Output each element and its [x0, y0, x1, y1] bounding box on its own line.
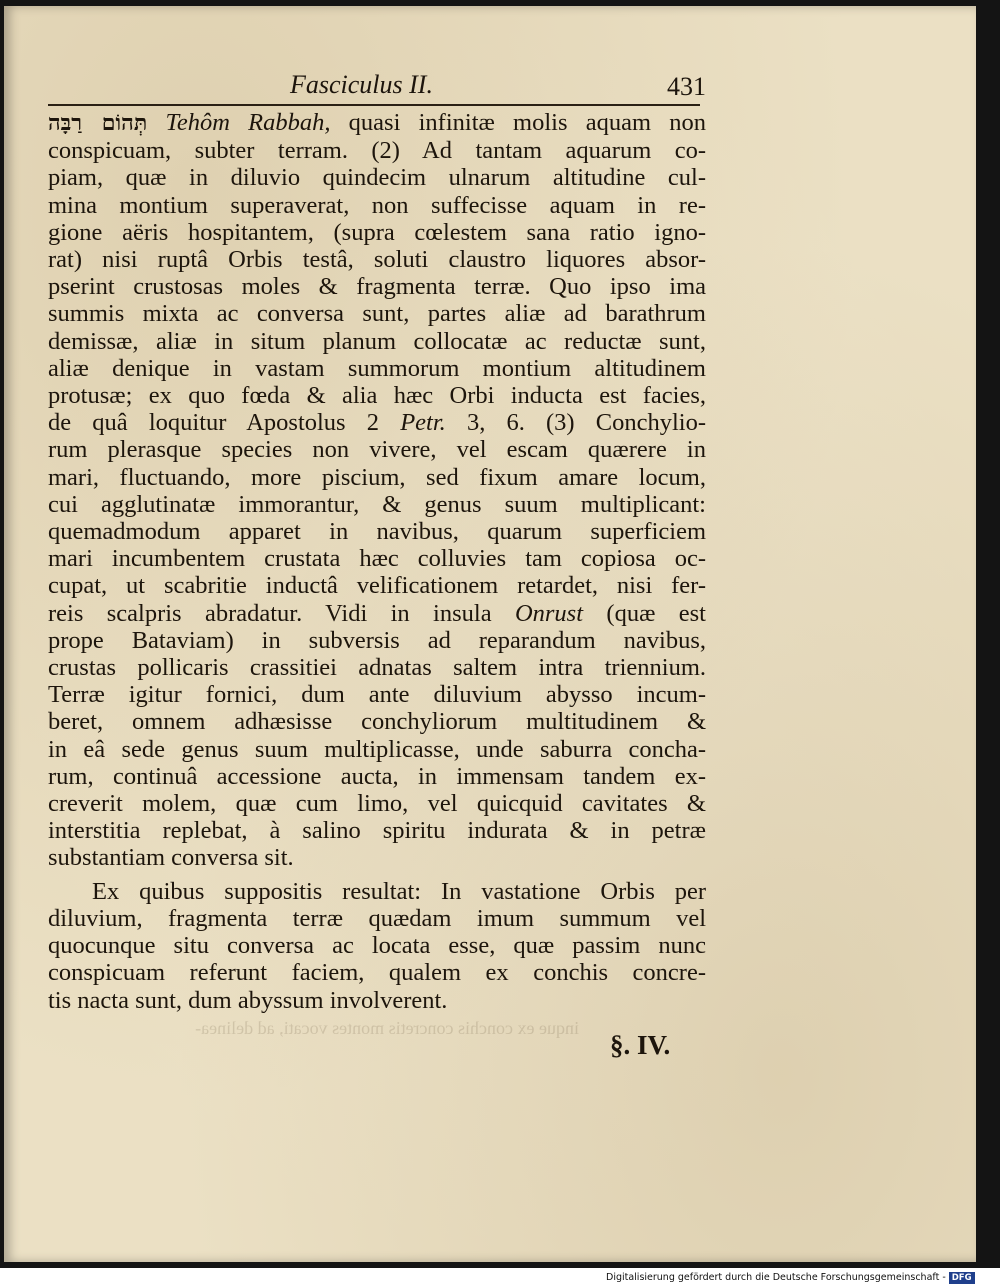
text-line: diluvium, fragmenta terræ quædam imum summum vel — [48, 904, 706, 932]
text-line: conspicuam, subter terram. (2) Ad tantam aquarum co- — [48, 137, 706, 165]
text-line: substantiam conversa sit. — [48, 844, 294, 872]
text-line: Ex quibus suppositis resultat: In vastatione Orbis per — [92, 877, 706, 905]
text-line: mari, fluctuando, more piscium, sed fixum amare locum, — [48, 463, 706, 491]
line-text: reis scalpris abradatur. Vidi in insula — [48, 599, 515, 627]
text-line: summis mixta ac conversa sunt, partes aliæ ad barathrum — [48, 300, 706, 328]
text-line — [48, 600, 706, 627]
text-line: creverit molem, quæ cum limo, vel quicquid cavitates & — [48, 790, 706, 818]
header-rule — [48, 104, 700, 106]
text-line: cupat, ut scabritie inductâ velificationem retardet, nisi fer- — [48, 572, 706, 600]
line-text: quasi infinitæ molis aquam non — [330, 109, 706, 136]
text-line: rum, continuâ accessione aucta, in immensam tandem ex- — [48, 762, 706, 790]
text-line: mina montium superaverat, non suffecisse aquam in re- — [48, 191, 706, 219]
text-line — [48, 409, 706, 436]
text-line: rum plerasque species non vivere, vel escam quærere in — [48, 436, 706, 464]
text-line: beret, omnem adhæsisse conchyliorum multitudinem & — [48, 708, 706, 736]
text-line: conspicuam referunt faciem, qualem ex conchis concre- — [48, 959, 706, 987]
text-line: prope Bataviam) in subversis ad reparandum navibus, — [48, 626, 706, 654]
text-line: cui agglutinatæ immorantur, & genus suum multiplicant: — [48, 490, 706, 518]
text-line: aliæ denique in vastam summorum montium altitudinem — [48, 354, 706, 382]
credit-text: Digitalisierung gefördert durch die Deutsche Forschungsgemeinschaft - — [606, 1272, 946, 1283]
text-line: interstitia replebat, à salino spiritu indurata & in petræ — [48, 817, 706, 845]
running-head: Fasciculus II. — [290, 70, 433, 99]
text-line: piam, quæ in diluvio quindecim ulnarum altitudine cul- — [48, 164, 706, 192]
text-line: Terræ igitur fornici, dum ante diluvium abysso incum- — [48, 681, 706, 709]
text-line: crustas pollicaris crassitiei adnatas saltem intra triennium. — [48, 654, 706, 682]
text-line: quemadmodum apparet in navibus, quarum superficiem — [48, 518, 706, 546]
book-page — [4, 6, 976, 1262]
line-text: 3, 6. (3) Conchylio- — [445, 409, 706, 437]
text-line: pserint crustosas moles & fragmenta terræ. Quo ipso ima — [48, 273, 706, 301]
show-through-text: inque ex conchis concretis montes vocati, ad delinea- — [195, 1018, 579, 1038]
text-line: tis nacta sunt, dum abyssum involverent. — [48, 986, 448, 1014]
text-line: rat) nisi ruptâ Orbis testâ, soluti claustro liquores absor- — [48, 246, 706, 274]
text-line — [48, 109, 706, 137]
digitization-credit — [606, 1270, 1000, 1285]
line-text: de quâ loquitur Apostolus 2 — [48, 409, 401, 437]
text-line: mari incumbentem crustata hæc colluvies tam copiosa oc- — [48, 545, 706, 573]
transliteration: Tehôm Rabbah, — [165, 109, 331, 136]
text-line: in eâ sede genus suum multiplicasse, unde saburra concha- — [48, 735, 706, 763]
place-name: Onrust — [514, 599, 584, 627]
text-line: gione aëris hospitantem, (supra cœlestem sana ratio igno- — [48, 218, 706, 246]
hebrew-term: תְּהוֹם רַבָּה — [48, 110, 148, 136]
catchword: §. IV. — [610, 1030, 671, 1060]
text-line: quocunque situ conversa ac locata esse, quæ passim nunc — [48, 932, 706, 960]
line-text: (quæ est — [583, 599, 706, 627]
dfg-logo: DFG — [949, 1272, 975, 1284]
body-text — [48, 109, 706, 1014]
citation: Petr. — [400, 409, 446, 437]
text-line: demissæ, aliæ in situm planum collocatæ ac reductæ sunt, — [48, 327, 706, 355]
page-number: 431 — [667, 72, 706, 101]
text-line: protusæ; ex quo fœda & alia hæc Orbi inducta est facies, — [48, 382, 706, 410]
